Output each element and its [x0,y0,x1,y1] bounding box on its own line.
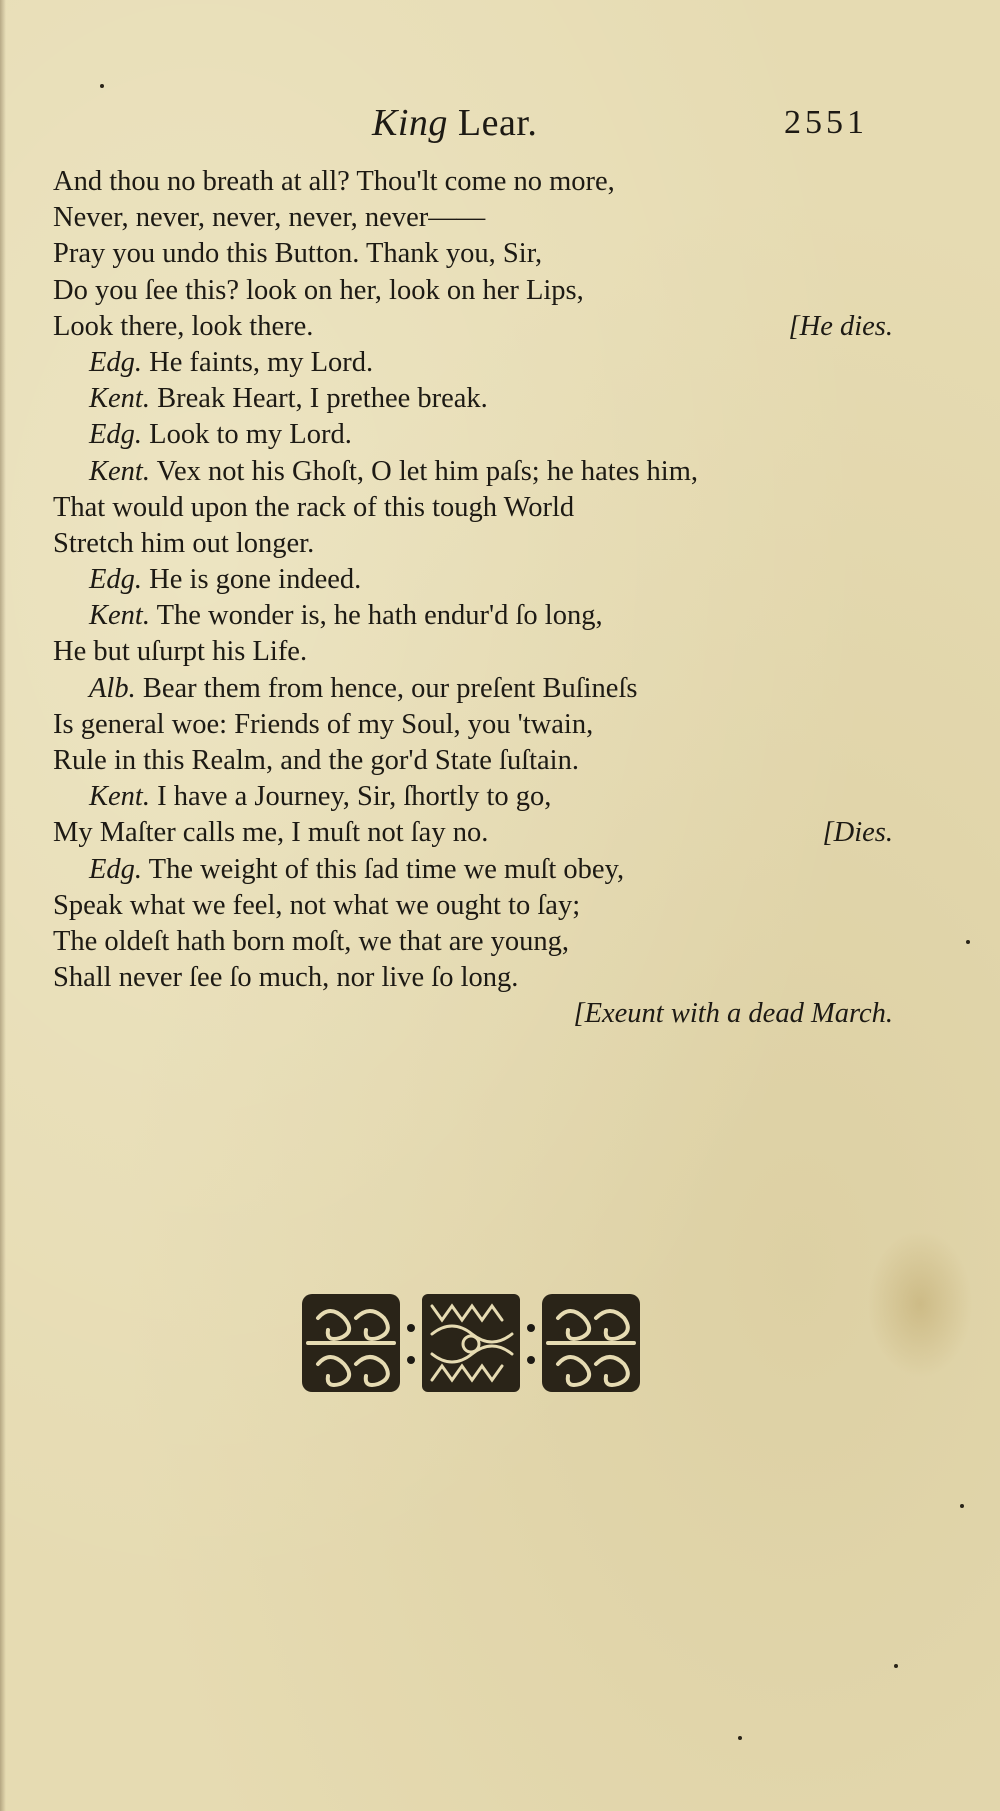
speech-line [53,345,893,381]
line-text: Speak what we feel, not what we ought to ſay; [53,889,581,921]
line-text: Shall never ſee ſo much, nor live ſo long. [53,962,519,994]
speech-line [53,454,893,490]
line-text: He but uſurpt his Life. [53,636,308,668]
line-text: Pray you undo this Button. Thank you, Sir, [53,238,543,270]
speaker-name: Alb. [89,672,136,704]
speech-line [53,417,893,453]
ink-speck [894,1664,898,1668]
verse-line [53,490,893,526]
line-text: Is general woe: Friends of my Soul, you 'twain, [53,708,594,740]
page-number: 2551 [784,104,868,141]
stage-direction: [He dies. [788,310,893,342]
stage-direction: [Dies. [822,817,893,849]
line-text: I have a Journey, Sir, ſhortly to go, [157,781,552,813]
speech-line [53,598,893,634]
line-text: Vex not his Ghoſt, O let him paſs; he hates him, [156,455,699,487]
verse-line [53,888,893,924]
line-text: Stretch him out longer. [53,527,315,559]
play-text [53,164,893,1033]
verse-line [53,960,893,996]
printers-ornament-icon [298,1288,644,1398]
verse-line [53,815,893,851]
ink-speck [966,940,970,944]
ink-speck [100,84,104,88]
final-stage-direction: [Exeunt with a dead March. [573,998,893,1030]
line-text: The oldeſt hath born moſt, we that are young, [53,925,570,957]
speaker-name: Edg. [89,853,143,885]
running-head [0,96,1000,150]
line-text: Rule in this Realm, and the gor'd State ſuſtain. [53,745,579,776]
speaker-name: Edg. [89,564,143,596]
line-text: He is gone indeed. [149,564,362,596]
speech-line [53,852,893,888]
line-text: Never, never, never, never, never—— [53,202,486,234]
speaker-name: Kent. [89,600,150,632]
verse-line [53,273,893,309]
page-gutter-shadow [0,0,6,1811]
line-text: Bear them from hence, our preſent Buſineſs [142,672,638,704]
line-text: That would upon the rack of this tough World [53,491,575,523]
speaker-name: Edg. [89,419,143,451]
speech-line [53,671,893,707]
running-title-roman: Lear. [457,102,538,144]
line-text: Look there, look there. [53,310,314,342]
speaker-name: Kent. [89,455,150,487]
line-text: The wonder is, he hath endur'd ſo long, [156,600,603,632]
line-text: And thou no breath at all? Thou'lt come no more, [53,166,615,197]
speech-line [53,381,893,417]
running-title [372,96,537,150]
verse-line [53,743,893,779]
verse-line [53,707,893,743]
speaker-name: Edg. [89,346,143,378]
speech-line [53,562,893,598]
line-text: Do you ſee this? look on her, look on her Lips, [53,274,584,306]
verse-line [53,924,893,960]
ink-speck [960,1504,964,1508]
line-text: He faints, my Lord. [149,346,374,378]
speech-line [53,779,893,815]
speaker-name: Kent. [89,781,150,813]
verse-line [53,164,893,200]
verse-line [53,309,893,345]
line-text: My Maſter calls me, I muſt not ſay no. [53,817,489,849]
line-text: The weight of this ſad time we muſt obey, [148,853,625,885]
verse-line [53,634,893,670]
running-title-italic: King [372,102,448,144]
verse-line [53,200,893,236]
line-text: Break Heart, I prethee break. [157,383,488,415]
ink-speck [738,1736,742,1740]
line-text: Look to my Lord. [149,419,352,451]
verse-line [53,236,893,272]
speaker-name: Kent. [89,383,150,415]
verse-line [53,526,893,562]
